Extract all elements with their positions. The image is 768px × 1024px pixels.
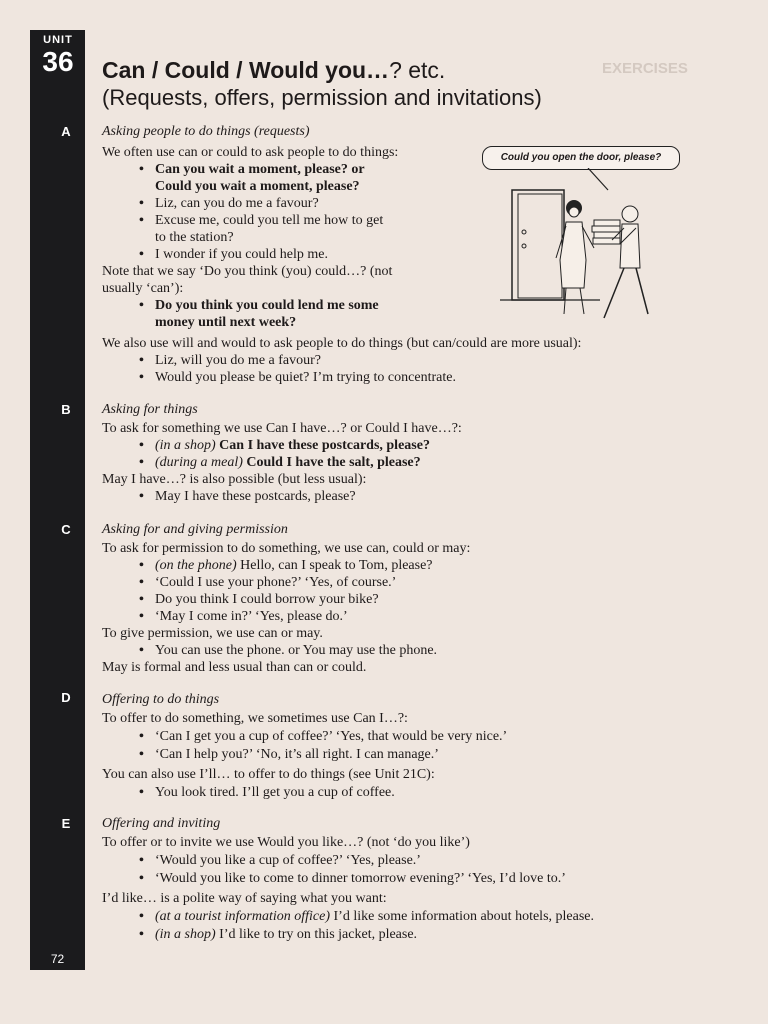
section-e-bullet xyxy=(155,926,417,943)
section-c-line: To give permission, we use can or may. xyxy=(102,626,323,641)
title-bold: Can / Could / Would you… xyxy=(102,57,390,83)
section-b-heading: Asking for things xyxy=(102,402,198,417)
section-a-line: We often use can or could to ask people to do things: xyxy=(102,145,399,160)
section-d-line: You can also use I’ll… to offer to do things (see Unit 21C): xyxy=(102,767,435,782)
unit-number: 36 xyxy=(42,46,74,77)
section-b-example: Can I have these postcards, please? xyxy=(215,438,430,453)
section-a-heading: Asking people to do things (requests) xyxy=(102,124,310,139)
section-b-bullet xyxy=(155,437,430,454)
section-b-context: (in a shop) xyxy=(155,438,216,453)
exercises-ghost: EXERCISES xyxy=(602,60,688,77)
section-a-bullet: • I wonder if you could help me. xyxy=(155,246,328,263)
section-d-bullet: • ‘Can I help you?’ ‘No, it’s all right. I can manage.’ xyxy=(155,746,439,763)
section-d-bullet: • ‘Can I get you a cup of coffee?’ ‘Yes, that would be very nice.’ xyxy=(155,728,507,745)
section-e-heading: Offering and inviting xyxy=(102,816,221,831)
section-e-bullet: • ‘Would you like to come to dinner tomorrow evening?’ ‘Yes, I’d love to.’ xyxy=(155,870,566,887)
section-c-bullet: • Do you think I could borrow your bike? xyxy=(155,591,379,608)
section-a-line: usually ‘can’): xyxy=(102,281,184,296)
section-e-example: I’d like to try on this jacket, please. xyxy=(215,927,418,942)
page-subtitle: (Requests, offers, permission and invitations) xyxy=(102,85,542,110)
section-a-line: Note that we say ‘Do you think (you) could…? (not xyxy=(102,264,393,279)
section-e-line: I’d like… is a polite way of saying what you want: xyxy=(102,891,387,906)
section-e-bullet: • ‘Would you like a cup of coffee?’ ‘Yes, please.’ xyxy=(155,852,421,869)
section-b-line: To ask for something we use Can I have…? or Could I have…?: xyxy=(102,421,462,436)
section-b-line: May I have…? is also possible (but less usual): xyxy=(102,472,367,487)
section-letter-b: B xyxy=(61,402,71,417)
section-d-heading: Offering to do things xyxy=(102,692,220,707)
page-title xyxy=(102,56,445,84)
section-c-context: (on the phone) xyxy=(155,558,237,573)
page-number: 72 xyxy=(50,952,65,966)
section-a-bullet: • Can you wait a moment, please? or xyxy=(155,161,365,178)
section-c-heading: Asking for and giving permission xyxy=(102,522,288,537)
section-c-bullet: • ‘May I come in?’ ‘Yes, please do.’ xyxy=(155,608,348,625)
section-c-bullet: • ‘Could I use your phone?’ ‘Yes, of course.’ xyxy=(155,574,396,591)
door-illustration xyxy=(500,168,670,338)
section-c-line: To ask for permission to do something, we use can, could or may: xyxy=(102,541,471,556)
section-c-line: May is formal and less usual than can or could. xyxy=(102,660,367,675)
section-c-example: Hello, can I speak to Tom, please? xyxy=(236,558,433,573)
section-e-bullet xyxy=(155,908,594,925)
section-a-line: to the station? xyxy=(155,230,234,245)
section-letter-c: C xyxy=(61,522,71,537)
section-b-example: Could I have the salt, please? xyxy=(242,455,421,470)
section-b-bullet xyxy=(155,454,421,471)
section-a-bullet: • Would you please be quiet? I’m trying to concentrate. xyxy=(155,369,456,386)
section-e-context: (in a shop) xyxy=(155,927,216,942)
section-d-bullet: • You look tired. I’ll get you a cup of coffee. xyxy=(155,784,395,801)
section-letter-d: D xyxy=(61,690,71,705)
section-a-bullet: • Excuse me, could you tell me how to get xyxy=(155,212,383,229)
section-e-example: I’d like some information about hotels, please. xyxy=(330,909,594,924)
section-d-line: To offer to do something, we sometimes use Can I…?: xyxy=(102,711,408,726)
section-a-bullet: • Liz, can you do me a favour? xyxy=(155,195,319,212)
section-a-line: Could you wait a moment, please? xyxy=(155,179,360,194)
section-b-context: (during a meal) xyxy=(155,455,243,470)
section-a-bullet: • Do you think you could lend me some xyxy=(155,297,379,314)
section-letter-a: A xyxy=(61,124,71,139)
section-letter-e: E xyxy=(61,816,71,831)
section-c-bullet xyxy=(155,557,433,574)
section-a-bullet: • Liz, will you do me a favour? xyxy=(155,352,321,369)
section-e-context: (at a tourist information office) xyxy=(155,909,330,924)
section-a-line: We also use will and would to ask people to do things (but can/could are more usual): xyxy=(102,336,582,351)
title-rest: ? etc. xyxy=(389,57,446,83)
section-a-line: money until next week? xyxy=(155,315,297,330)
section-b-bullet: • May I have these postcards, please? xyxy=(155,488,356,505)
unit-label: UNIT xyxy=(43,34,73,46)
section-e-line: To offer or to invite we use Would you like…? (not ‘do you like’) xyxy=(102,835,470,850)
section-c-bullet: • You can use the phone. or You may use the phone. xyxy=(155,642,437,659)
speech-bubble: Could you open the door, please? xyxy=(482,146,680,170)
